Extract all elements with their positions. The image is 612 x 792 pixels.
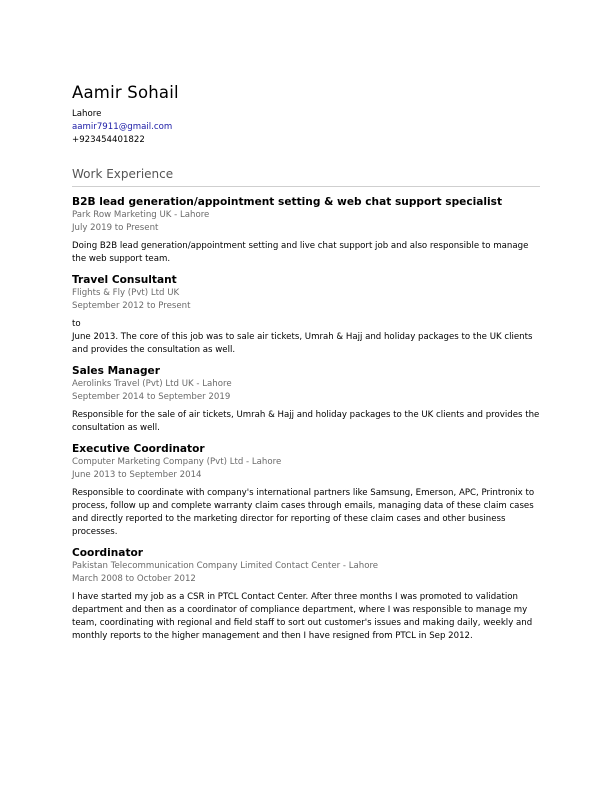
job-title: B2B lead generation/appointment setting & web chat support specialist: [72, 196, 503, 208]
job-company: Computer Marketing Company (Pvt) Ltd - Lahore: [72, 457, 282, 467]
job-description-text: Responsible to coordinate with company's international partners like Samsung, Emerson, APC, Printronix to process, follow up and complete warranty claim cases through emails, managing data of these claim cases and directly reported to the marketing director for reporting of these claim cases and other business processes.: [72, 488, 535, 537]
job-entry: [72, 442, 540, 539]
job-description-text: to: [72, 319, 81, 329]
contact-phone: +923454401822: [72, 135, 145, 145]
job-description-text: June 2013. The core of this job was to sale air tickets, Umrah & Hajj and holiday packages to the UK clients and provides the consultation as well.: [72, 332, 533, 355]
contact-city: Lahore: [72, 109, 102, 119]
candidate-name: Aamir Sohail: [72, 83, 179, 102]
job-description-text: Responsible for the sale of air tickets, Umrah & Hajj and holiday packages to the UK clients and provides the consultation as well.: [72, 410, 540, 433]
job-entry: [72, 546, 540, 643]
work-experience-list: [72, 195, 540, 650]
job-entry: [72, 364, 540, 435]
job-description-text: I have started my job as a CSR in PTCL Contact Center. After three months I was promoted to validation department and then as a coordinator of compliance department, where I was responsible to manage my team, coordinating with regional and field staff to sort out customer's issues and making daily, weekly and monthly reports to the higher management and then I have resigned from PTCL in Sep 2012.: [72, 592, 533, 641]
job-description: [72, 487, 540, 539]
job-dates: March 2008 to October 2012: [72, 574, 196, 584]
contact-block: [72, 108, 172, 147]
job-description: [72, 318, 540, 357]
contact-email[interactable]: aamir7911@gmail.com: [72, 122, 173, 132]
job-company: Flights & Fly (Pvt) Ltd UK: [72, 288, 180, 298]
section-divider: [72, 186, 540, 187]
job-entry: [72, 273, 540, 357]
job-dates: September 2012 to Present: [72, 301, 191, 311]
job-description: [72, 591, 540, 643]
job-title: Travel Consultant: [72, 274, 177, 286]
job-company: Pakistan Telecommunication Company Limited Contact Center - Lahore: [72, 561, 379, 571]
job-entry: [72, 195, 540, 266]
job-dates: June 2013 to September 2014: [72, 470, 202, 480]
job-dates: September 2014 to September 2019: [72, 392, 231, 402]
job-title: Executive Coordinator: [72, 443, 205, 455]
job-title: Coordinator: [72, 547, 144, 559]
job-company: Park Row Marketing UK - Lahore: [72, 210, 210, 220]
job-company: Aerolinks Travel (Pvt) Ltd UK - Lahore: [72, 379, 232, 389]
job-description: [72, 240, 540, 266]
job-description: [72, 409, 540, 435]
job-title: Sales Manager: [72, 365, 160, 377]
section-title-work-experience: Work Experience: [72, 167, 174, 181]
job-description-text: Doing B2B lead generation/appointment setting and live chat support job and also responsible to manage the web support team.: [72, 241, 529, 264]
job-dates: July 2019 to Present: [72, 223, 159, 233]
